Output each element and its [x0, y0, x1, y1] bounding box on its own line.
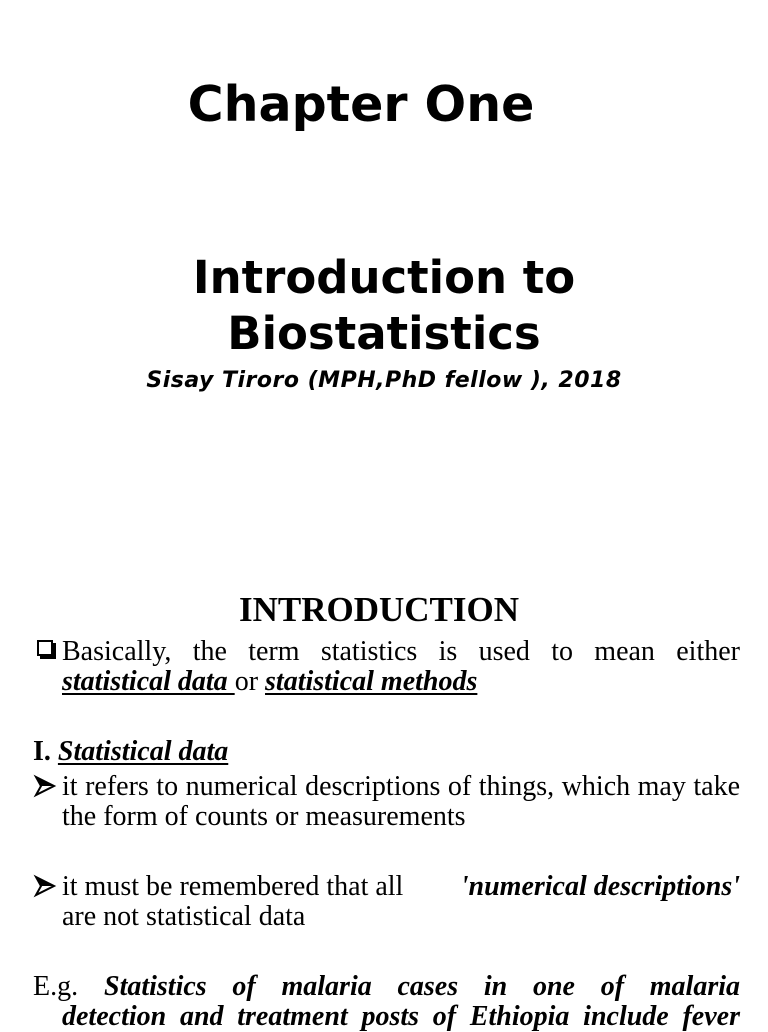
point-not-statistical-emphasis: 'numerical descriptions'	[460, 871, 740, 902]
bullet-definition-terms	[62, 667, 740, 697]
example-line1-row	[33, 972, 740, 1002]
document-title	[0, 250, 768, 362]
arrow-bullet-icon	[33, 774, 57, 798]
author-line: Sisay Tiroro (MPH,PhD fellow ), 2018	[146, 368, 622, 393]
subsection-heading	[33, 737, 740, 767]
point-numerical-descriptions	[33, 772, 740, 832]
example-line2: detection and treatment posts of Ethiopia include fever	[62, 1001, 740, 1032]
example-prefix: E.g.	[33, 971, 79, 1002]
example-paragraph	[33, 972, 740, 1032]
term-statistical-methods: statistical methods	[265, 666, 478, 697]
document-title-line-2: Biostatistics	[227, 307, 541, 360]
checkbox-bullet-icon	[37, 640, 53, 656]
term-connector: or	[234, 666, 259, 697]
chapter-title: Chapter One	[187, 76, 535, 133]
point-not-statistical-text	[62, 872, 740, 932]
subsection-numeral: I.	[33, 736, 51, 767]
section-heading: INTRODUCTION	[238, 590, 520, 629]
point-not-statistical-before: it must be remembered that all	[62, 871, 404, 902]
point-numerical-descriptions-text: it refers to numerical descriptions of things, which may take the form of counts or measurements	[62, 771, 740, 832]
document-title-line-1: Introduction to	[192, 251, 576, 304]
bullet-definition	[33, 637, 740, 697]
term-statistical-data: statistical data	[62, 666, 235, 697]
point-not-statistical-line1	[62, 872, 740, 902]
arrow-bullet-icon	[33, 874, 57, 898]
subsection-title: Statistical data	[57, 736, 229, 767]
bullet-definition-intro: Basically, the term statistics is used to mean either	[62, 636, 740, 667]
bullet-definition-text	[62, 637, 740, 697]
example-line1: Statistics of malaria cases in one of malaria	[104, 971, 740, 1002]
point-not-statistical-after: are not statistical data	[62, 901, 306, 932]
point-not-statistical	[33, 872, 740, 932]
